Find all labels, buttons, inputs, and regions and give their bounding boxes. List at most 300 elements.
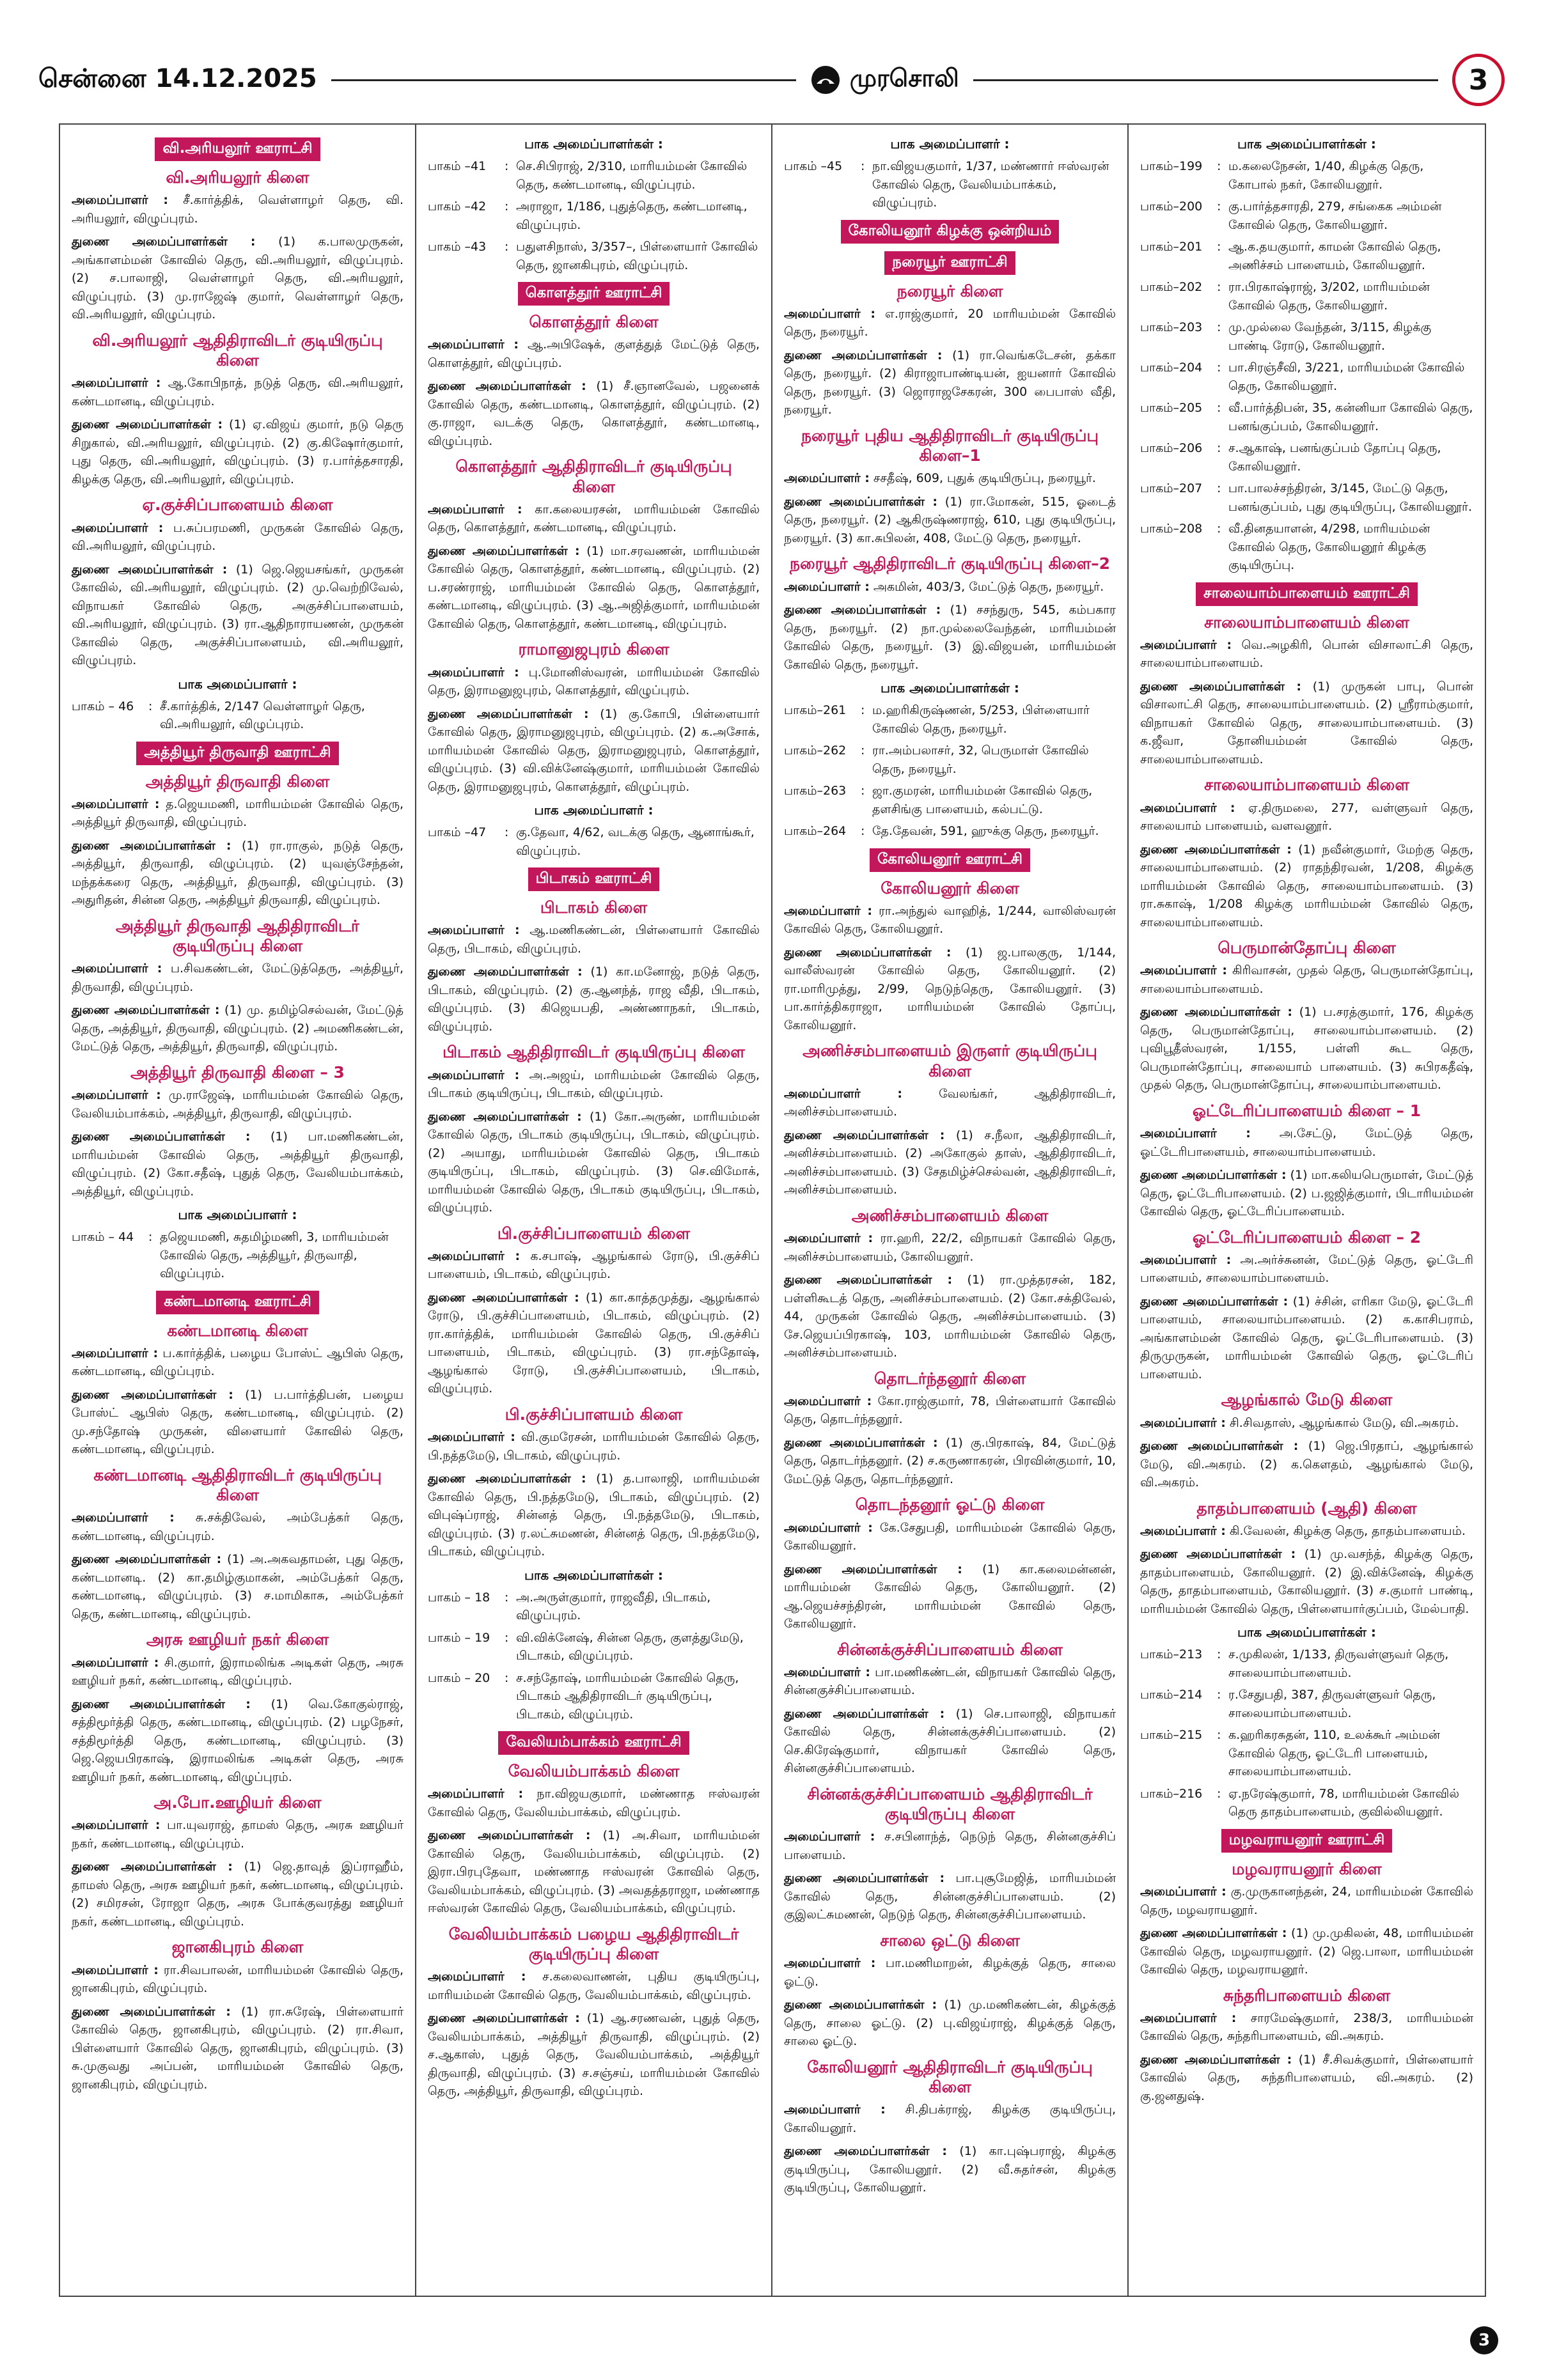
booth-colon: : [1217, 1647, 1221, 1662]
sun-rising-icon [810, 65, 841, 95]
branch-heading: மழவராயனூர் கிளை [1232, 1859, 1382, 1878]
role-label: அமைப்பாளர் : [72, 1818, 161, 1833]
organizer-entry [1140, 1293, 1473, 1384]
booth-number: பாகம்–207 [1140, 481, 1203, 495]
role-label: துணை அமைப்பாளர்கள் : [428, 1290, 579, 1305]
organizer-details: (1) கா.புஷ்பராஜ், கிழக்கு குடியிருப்பு, கோலியனூர். (2) வீ.சுதர்சன், கிழக்கு குடியிருப்பு, கோலியனூர். [784, 2144, 1116, 2195]
organizer-entry [428, 921, 760, 958]
branch-heading: அரசு ஊழியர் நகர் கிளை [146, 1630, 329, 1649]
organizer-entry [784, 2142, 1116, 2197]
organizer-details: நா.விஜயகுமார், மண்ணாத ஈஸ்வரன் கோவில் தெரு, வேலியம்பாக்கம், விழுப்புரம். [428, 1787, 760, 1819]
role-label: அமைப்பாளர் : [72, 961, 162, 976]
organizer-entry [784, 1519, 1116, 1555]
booth-row [72, 1228, 403, 1283]
booth-colon: : [148, 699, 153, 713]
booth-organizer: மு.முல்லை வேந்தன், 3/115, கிழக்கு பாண்டி ரோடு, கோலியனூர். [1228, 320, 1432, 353]
booth-number: பாகம்–263 [784, 784, 847, 798]
organizer-details: (1) ரா.வெங்கடேசன், தக்கா தெரு, நரையூர். (2) கிராஜாபாண்டியன், ஐயனார் கோவில் தெரு, நரையூர். (3) ஜொராஜசேகரன், 300 பைபாஸ் வீதி, நரையூர். [784, 348, 1116, 417]
column-1 [60, 125, 416, 2296]
booth-number: பாகம்–203 [1140, 320, 1203, 334]
branch-heading: ஜானகிபுரம் கிளை [171, 1938, 304, 1957]
organizer-entry [428, 1066, 760, 1103]
booth-colon: : [861, 824, 865, 838]
organizer-entry [428, 1470, 760, 1561]
branch-heading: கோலியனூர் கிளை [881, 878, 1019, 898]
organizer-entry [784, 1229, 1116, 1266]
organizer-entry [784, 1996, 1116, 2051]
column-3 [772, 125, 1129, 2296]
booth-organizer: ர.சேதுபதி, 387, திருவள்ளுவர் தெரு, சாலையாம்பாளையம். [1228, 1688, 1436, 1720]
organizer-details: சி.குமார், இராமலிங்க அடிகள் தெரு, அரசு ஊழியர் நகர், கண்டமானடி, விழுப்புரம். [72, 1655, 403, 1688]
branch-heading: அணிச்சம்பாளையம் இருளர் குடியிருப்பு கிளை [803, 1041, 1097, 1080]
booth-number: பாகம் – 18 [428, 1590, 490, 1605]
organizer-entry [1140, 1545, 1473, 1618]
booth-organizer: சீ.கார்த்திக், 2/147 வெள்ளாழர் தெரு, வி.அரியலூர், விழுப்புரம். [160, 699, 365, 731]
role-label: அமைப்பாளர் : [1140, 1126, 1251, 1140]
masthead [38, 45, 1505, 115]
role-label: துணை அமைப்பாளர்கள் : [784, 945, 952, 960]
organizer-details: (1) ஏ.விஜய் குமார், நடு தெரு சிறுகால், வி.அரியலூர், விழுப்புரம். (2) கு.கிஷோர்குமார், புது தெரு, வி.அரியலூர், விழுப்புரம். (3) ர.பார்த்தசாரதி, கிழக்கு தெரு, வி.அரியலூர், விழுப்புரம். [72, 417, 403, 486]
role-label: துணை அமைப்பாளர்கள் : [1140, 1294, 1288, 1309]
booth-number: பாகம் –41 [428, 159, 487, 173]
booth-row [1140, 157, 1473, 194]
organizer-details: (1) மு.மணிகண்டன், கிழக்குத் தெரு, சாலை ஓட்டு. (2) பு.விஜய்ராஜ், கிழக்குத் தெரு, சாலை ஓட்டு. [784, 1998, 1116, 2048]
role-label: அமைப்பாளர் : [784, 1231, 873, 1245]
organizer-details: கோ.ராஜ்குமார், 78, பிள்ளையார் கோவில் தெரு, தொடர்ந்தனூர். [784, 1394, 1116, 1427]
booth-number: பாகம்–208 [1140, 522, 1203, 536]
organizer-details: (1) ப.சரத்குமார், 176, கிழக்கு தெரு, பெருமான்தோப்பு, சாலையாம்பாளையம். (2) புவிபூதீஸ்வரன், 1/155, பள்ளி கூட தெரு, பெருமான்தோப்பு, சாலையாம் பாளையம். (3) சுபிரகதீஷ், முதல் தெரு, பெருமான்தோப்பு, சாலையாம்பாளையம். [1140, 1005, 1474, 1093]
organizer-entry [1140, 1003, 1473, 1094]
organizer-entry [428, 542, 760, 634]
edition-date: சென்னை 14.12.2025 [38, 63, 317, 93]
booth-organizer: ஜா.குமரன், மாரியம்மன் கோவில் தெரு, தளசிங்கு பாளையம், கல்பட்டு. [872, 784, 1093, 816]
organizer-details: (1) வெ.கோகுல்ராஜ், சத்திமூர்த்தி தெரு, கண்டமானடி, விழுப்புரம். (2) பழநேசர், சத்திமூர்த்தி தெரு, கண்டமானடி, விழுப்புரம். (3) ஜெ.ஜெயபிரகாஷ், இராமலிங்க அடிகள் தெரு, அரசு ஊழியர் நகர், கண்டமானடி, விழுப்புரம். [72, 1697, 404, 1784]
organizer-entry [784, 1954, 1116, 1991]
organizer-details: (1) மு.வசந்த், கிழக்கு தெரு, தாதம்பாளையம், கோலியனூர். (2) இ.விக்னேஷ், கிழக்கு தெரு, தாதம்பாளையம், கோலியனூர். (3) ச.குமார் பாண்டி, மாரியம்மன் கோவில் தெரு, பிள்ளையார்குப்பம், மேல்பாதி. [1140, 1547, 1473, 1616]
organizer-entry [784, 902, 1116, 938]
booth-colon: : [1217, 199, 1221, 214]
panchayat-heading: நரையூர் ஊராட்சி [884, 251, 1015, 275]
role-label: துணை அமைப்பாளர்கள் : [784, 1562, 962, 1576]
booth-number: பாகம்–199 [1140, 159, 1203, 173]
organizer-entry [428, 1247, 760, 1284]
booth-number: பாகம் – 46 [72, 699, 134, 713]
organizer-details: (1) செ.பாலாஜி, விநாயகர் கோவில் தெரு, சின்னக்குச்சிப்பாளையம். (2) செ.கிரேஷ்குமார், விநாயகர் கோவில் தெரு, சின்னகுச்சிப்பாளையம். [784, 1706, 1116, 1776]
booth-number: பாகம்–205 [1140, 401, 1203, 415]
role-label: அமைப்பாளர் : [1140, 1252, 1232, 1267]
organizer-entry [72, 1816, 403, 1853]
booth-organizers-heading: பாக அமைப்பாளர் : [178, 1207, 297, 1222]
organizer-details: கா.கலையரசன், மாரியம்மன் கோவில் தெரு, கொளத்தூர், கண்டமானடி, விழுப்புரம். [428, 502, 760, 535]
organizer-details: (1) அ.சிவா, மாரியம்மன் கோவில் தெரு, வேலியம்பாக்கம், விழுப்புரம். (2) இரா.பிரபுதேவா, மண்ணாத ஈஸ்வரன் கோவில் தெரு, வேலியம்பாக்கம், விழுப்புரம். (3) அவதத்தராஜா, மண்ணாத ஈஸ்வரன் கோவில் தெரு, வேலியம்பாக்கம், விழுப்புரம். [428, 1828, 760, 1916]
booth-organizer: ஏ.நரேஷ்குமார், 78, மாரியம்மன் கோவில் தெரு தாதம்பாளையம், குவில்லியனூர். [1228, 1786, 1460, 1819]
panchayat-heading: கண்டமானடி ஊராட்சி [156, 1291, 319, 1314]
panchayat-heading: வேலியம்பாக்கம் ஊராட்சி [498, 1731, 689, 1755]
organizer-entry [1140, 1924, 1473, 1979]
role-label: அமைப்பாளர் : [72, 1088, 161, 1102]
booth-organizer: ச.ஆகாஷ், பனங்குப்பம் தோப்பு தெரு, கோலியனூர். [1228, 441, 1441, 474]
masthead-logo [810, 64, 959, 96]
booth-number: பாகம்–216 [1140, 1786, 1203, 1801]
organizer-entry [72, 1509, 403, 1545]
organizer-entry [72, 2003, 403, 2094]
role-label: அமைப்பாளர் : [1140, 637, 1232, 652]
booth-organizer: தே.தேவன், 591, ஹுக்கு தெரு, நரையூர். [872, 824, 1099, 838]
booth-organizers-heading: பாக அமைப்பாளர்கள் : [1237, 136, 1376, 152]
branch-heading: வி.அரியலூர் கிளை [166, 168, 309, 187]
branch-heading: சின்னக்குச்சிப்பாளையம் ஆதிதிராவிடர் குடியிருப்பு கிளை [807, 1784, 1093, 1823]
role-label: துணை அமைப்பாளர்கள் : [72, 235, 256, 249]
booth-number: பாகம்–261 [784, 703, 847, 717]
role-label: அமைப்பாளர் : [1140, 1415, 1226, 1430]
booth-organizer: ச.முகிலன், 1/133, திருவள்ளுவர் தெரு, சாலையாம்பாளையம். [1228, 1647, 1449, 1680]
organizer-details: (1) ஜெ.பிரதாப், ஆழங்கால் மேடு, வி.அகரம். (2) க.கௌதம், ஆழங்கால் மேடு, வி.அகரம். [1140, 1439, 1473, 1489]
organizer-details: ப.சிவகண்டன், மேட்டுத்தெரு, அத்தியூர், திருவாதி, விழுப்புரம். [72, 961, 403, 994]
masthead-rule-left [331, 79, 796, 81]
branch-heading: சின்னக்குச்சிப்பாளையம் கிளை [837, 1640, 1063, 1659]
footer-page-number: 3 [1470, 2326, 1498, 2354]
panchayat-heading: கொளத்தூர் ஊராட்சி [518, 282, 670, 306]
booth-row [428, 1669, 760, 1724]
role-label: துணை அமைப்பாளர்கள் : [784, 348, 943, 362]
role-label: அமைப்பாளர் : [784, 1520, 873, 1535]
role-label: துணை அமைப்பாளர்கள் : [1140, 679, 1301, 694]
booth-number: பாகம் – 19 [428, 1630, 490, 1645]
role-label: துணை அமைப்பாளர்கள் : [428, 706, 589, 721]
booth-colon: : [861, 703, 865, 717]
role-label: அமைப்பாளர் : [72, 520, 164, 535]
booth-colon: : [1217, 481, 1221, 495]
organizer-details: (1) மு.முகிலன், 48, மாரியம்மன் கோவில் தெரு, மழவராயனூர். (2) ஜெ.பாலா, மாரியம்மன் கோவில் தெரு, மழவராயனூர். [1140, 1926, 1474, 1977]
branch-heading: நரையூர் கிளை [897, 281, 1003, 300]
organizer-entry [428, 1968, 760, 2004]
role-label: அமைப்பாளர் : [784, 471, 870, 486]
page-number-badge: 3 [1452, 54, 1505, 106]
booth-organizer: பா.பாலச்சந்திரன், 3/145, மேட்டு தெரு, பனங்குப்பம், புது குடியிருப்பு, கோலியனூர். [1228, 481, 1473, 514]
booth-row [1140, 399, 1473, 435]
organizer-entry [428, 1289, 760, 1398]
organizer-entry [428, 705, 760, 797]
organizer-entry [784, 578, 1116, 596]
organizer-details: (1) ச்சின், எரிகா மேடு, ஓட்டேரி பாளையம், சாலையாம்பாளையம். (2) க.காசிபராம், அங்காளம்மன் கோவில் தெரு, ஓட்டேரிபாளையம். (3) திருமுருகன், மாரியம்மன் கோவில் தெரு, ஓட்டேரிப் பாளையம். [1140, 1294, 1473, 1381]
organizer-details: பா.மணிகண்டன், விநாயகர் கோவில் தெரு, சின்னகுச்சிப்பாளையம். [784, 1665, 1116, 1698]
organizer-entry [72, 1086, 403, 1123]
organizer-entry [1140, 1437, 1473, 1492]
booth-organizer: தஜெயமணி, சுதமிழ்மணி, 3, மாரியம்மன் கோவில் தெரு, அத்தியூர், திருவாதி, விழுப்புரம். [160, 1230, 389, 1280]
organizer-details: வெ.அழகிரி, பொன் விசாலாட்சி தெரு, சாலையாம்பாளையம். [1140, 637, 1473, 671]
role-label: துணை அமைப்பாளர்கள் : [784, 494, 937, 509]
organizer-details: (1) க.பாலமுருகன், அங்காளம்மன் கோவில் தெரு, வி.அரியலூர், விழுப்புரம். (2) ச.பாலாஜி, வெள்ளாழர் தெரு, வி.அரியலூர், விழுப்புரம். (3) மு.ராஜேஷ் குமார், வெள்ளாழர் தெரு, வி.அரியலூர், விழுப்புரம். [72, 235, 403, 322]
panchayat-heading: கோலியனூர் ஊராட்சி [870, 848, 1030, 872]
organizer-details: (1) கு.கோபி, பிள்ளையார் கோவில் தெரு, இராமனுஜபுரம், விழுப்புரம். (2) க.அசோக், மாரியம்மன் கோவில் தெரு, இராமனுஜபுரம், கொளத்தூர், விழுப்புரம். (3) வி.விக்னேஷ்குமார், மாரியம்மன் கோவில் தெரு, இராமனுஜபுரம், கொளத்தூர், விழுப்புரம். [428, 706, 760, 794]
booth-colon: : [505, 159, 509, 173]
branch-heading: ஆழங்கால் மேடு கிளை [1221, 1390, 1393, 1410]
booth-organizers-heading: பாக அமைப்பாளர் : [534, 802, 654, 818]
booth-row [428, 238, 760, 274]
organizer-entry [72, 416, 403, 488]
branch-heading: ஏ.குச்சிப்பாளையம் கிளை [142, 495, 333, 515]
organizer-entry [428, 1826, 760, 1918]
role-label: அமைப்பாளர் : [784, 1830, 875, 1844]
booth-row [1140, 1785, 1473, 1821]
organizer-entry [72, 233, 403, 324]
branch-heading: ஓட்டேரிப்பாளையம் கிளை – 1 [1192, 1101, 1422, 1120]
organizer-entry [72, 1695, 403, 1787]
organizer-details: (1) சசந்துரு, 545, கம்பகார தெரு, நரையூர். (2) நா.முல்லைவேந்தன், மாரியம்மன் கோவில் தெரு, நரையூர். (3) இ.விஜயன், மாரியம்மன் கோவில் தெரு, நரையூர். [784, 603, 1116, 672]
booth-row [72, 697, 403, 734]
booth-number: பாகம்–204 [1140, 361, 1203, 375]
booth-number: பாகம்–202 [1140, 280, 1203, 294]
booth-number: பாகம்–206 [1140, 441, 1203, 455]
organizer-details: ப.சுப்பரமணி, முருகன் கோவில் தெரு, வி.அரியலூர், விழுப்புரம். [72, 520, 403, 553]
booth-organizer: ஆ.க.தயகுமார், காமன் கோவில் தெரு, அணிச்சம் பாளையம், கோலியனூர். [1228, 240, 1441, 272]
column-2 [416, 125, 772, 2296]
booth-row [1140, 238, 1473, 274]
branch-heading: சாலையாம்பாளையம் கிளை [1204, 612, 1409, 632]
organizer-entry [784, 1828, 1116, 1864]
booth-number: பாகம்–201 [1140, 240, 1203, 254]
booth-number: பாகம் –43 [428, 240, 487, 254]
booth-colon: : [505, 825, 509, 839]
booth-organizer: ம.கலைநேசன், 1/40, கிழக்கு தெரு, கோபால் நகர், கோலியனூர். [1228, 159, 1424, 192]
branch-heading: வேலியம்பாக்கம் பழைய ஆதிதிராவிடர் குடியிருப்பு கிளை [448, 1924, 739, 1963]
booth-colon: : [505, 199, 509, 214]
booth-row [1140, 278, 1473, 315]
booth-organizer: வி.விக்னேஷ், சின்ன தெரு, குளத்துமேடு, பிடாகம், விழுப்புரம். [516, 1630, 744, 1663]
panchayat-heading: அத்தியூர் திருவாதி ஊராட்சி [136, 742, 338, 765]
organizer-details: கிரிவாசன், முதல் தெரு, பெருமான்தோப்பு, சாலையாம்பாளையம். [1140, 963, 1473, 996]
organizer-entry [1140, 636, 1473, 673]
booth-number: பாகம்–214 [1140, 1688, 1203, 1702]
booth-colon: : [505, 1670, 509, 1685]
branch-heading: பி.குச்சிப்பாளையம் கிளை [497, 1224, 691, 1243]
role-label: துணை அமைப்பாளர்கள் : [784, 1435, 938, 1450]
role-label: அமைப்பாளர் : [428, 665, 519, 680]
booth-colon: : [1217, 522, 1221, 536]
organizer-entry [784, 1085, 1116, 1121]
organizer-details: (1) மு. தமிழ்செல்வன், மேட்டுத் தெரு, அத்தியூர், திருவாதி, விழுப்புரம். (2) அமணிகண்டன், மேட்டுத் தெரு, அத்தியூர், திருவாதி, விழுப்புரம். [72, 1003, 403, 1054]
booth-organizer: ரா.பிரகாஷ்ராஜ், 3/202, மாரியம்மன் கோவில் தெரு, கோலியனூர். [1228, 280, 1430, 313]
organizer-entry [1140, 1522, 1473, 1541]
panchayat-heading: மழவராயனூர் ஊராட்சி [1221, 1829, 1393, 1853]
organizer-entry [784, 469, 1116, 488]
organizer-entry [1140, 1124, 1473, 1161]
organizer-details: சு.சக்திவேல், அம்பேத்கர் தெரு, கண்டமானடி, விழுப்புரம். [72, 1511, 404, 1543]
booth-organizer: நா.விஜயகுமார், 1/37, மண்ணார் ஈஸ்வரன் கோவில் தெரு, வேலியம்பாக்கம், விழுப்புரம். [872, 159, 1109, 210]
role-label: அமைப்பாளர் : [72, 193, 168, 208]
organizer-details: கே.சேதுபதி, மாரியம்மன் கோவில் தெரு, கோலியனூர். [784, 1520, 1116, 1553]
booth-colon: : [1217, 1728, 1221, 1743]
booth-number: பாகம் –42 [428, 199, 487, 214]
organizer-details: (1) கு.பிரகாஷ், 84, மேட்டுத் தெரு, தொடர்ந்தனூர். (2) ச.கருணாகரன், பிரவின்குமார், 10, மேட்டுத் தெரு, தொடர்ந்தனூர். [784, 1435, 1116, 1486]
role-label: அமைப்பாளர் : [428, 923, 520, 938]
booth-organizer: செ.சிபிராஜ், 2/310, மாரியம்மன் கோவில் தெரு, கண்டமானடி, விழுப்புரம். [516, 159, 748, 192]
branch-heading: வேலியம்பாக்கம் கிளை [508, 1762, 680, 1780]
booth-row [1140, 359, 1473, 395]
role-label: அமைப்பாளர் : [72, 1963, 159, 1977]
organizer-details: (1) ச.நீலா, ஆதிதிராவிடர், அனிச்சம்பாளையம். (2) அகோகுல் தாஸ், ஆதிதிராவிடர், அனிச்சம்பாளையம். (3) சேதமிழ்ச்செல்வன், ஆதிதிராவிடர், அனிச்சம்பாளையம். [784, 1128, 1116, 1197]
organizer-details: சீ.கார்த்திக், வெள்ளாழர் தெரு, வி. அரியலூர், விழுப்புரம். [72, 193, 403, 226]
booth-number: பாகம்–213 [1140, 1647, 1203, 1662]
role-label: துணை அமைப்பாளர்கள் : [72, 1003, 220, 1018]
organizer-entry [428, 1785, 760, 1821]
role-label: துணை அமைப்பாளர்கள் : [428, 379, 586, 394]
organizer-entry [1140, 1414, 1473, 1433]
organizer-details: கு.முருகானந்தன், 24, மாரியம்மன் கோவில் தெரு, மழவராயனூர். [1140, 1885, 1474, 1917]
booth-number: பாகம்–215 [1140, 1728, 1203, 1743]
role-label: துணை அமைப்பாளர்கள் : [72, 2004, 231, 2019]
role-label: அமைப்பாளர் : [784, 1394, 872, 1408]
organizer-entry [1140, 678, 1473, 769]
organizer-details: (1) நவீன்குமார், மேற்கு தெரு, சாலையாம்பாளையம். (2) ராதந்திரவன், 1/208, கிழக்கு மாரியம்மன் கோவில் தெரு, சாலையாம்பாளையம். (3) ரா.சுகாஷ், 1/208 கிழக்கு மாரியம்மன் கோவில் தெரு, சாலையாம்பாளையம். [1140, 842, 1473, 929]
role-label: துணை அமைப்பாளர்கள் : [72, 1130, 251, 1144]
organizer-entry [428, 1108, 760, 1217]
booth-row [1140, 198, 1473, 234]
booth-row [428, 823, 760, 860]
panchayat-heading: வி.அரியலூர் ஊராட்சி [155, 137, 320, 161]
booth-colon: : [861, 159, 865, 173]
role-label: அமைப்பாளர் : [428, 1068, 520, 1082]
organizer-entry [1140, 841, 1473, 932]
role-label: அமைப்பாளர் : [784, 579, 870, 594]
booth-organizer: அ.அருள்குமார், ராஜவீதி, பிடாகம், விழுப்புரம். [516, 1590, 711, 1622]
booth-organizers-heading: பாக அமைப்பாளர் : [178, 676, 297, 692]
organizer-details: (1) கா.காத்தமுத்து, ஆழங்கால் ரோடு, பி.குச்சிப்பாளையம், பிடாகம், விழுப்புரம். (2) ரா.கார்த்திக், மாரியம்மன் கோவில் தெரு, பி.குச்சிப் பாளையம், பிடாகம், விழுப்புரம். (3) ரா.சந்தோஷ், ஆழங்கால் ரோடு, பி.குச்சிப்பாளையம், பிடாகம், விழுப்புரம். [428, 1290, 760, 1396]
organizer-details: வி.குமரேசன், மாரியம்மன் கோவில் தெரு, பி.நத்தமேடு, பிடாகம், விழுப்புரம். [428, 1430, 760, 1463]
role-label: அமைப்பாளர் : [784, 1956, 876, 1970]
branch-heading: அத்தியூர் திருவாதி கிளை [145, 772, 330, 791]
role-label: அமைப்பாளர் : [784, 1086, 902, 1101]
organizer-details: அ.அர்ச்சுனன், மேட்டுத் தெரு, ஓட்டேரி பாளையம், சாலையாம்பாளையம். [1140, 1252, 1473, 1286]
organizer-entry [428, 2009, 760, 2101]
role-label: துணை அமைப்பாளர்கள் : [72, 1860, 233, 1874]
branch-heading: கண்டமானடி ஆதிதிராவிடர் குடியிருப்பு கிளை [93, 1465, 382, 1504]
role-label: துணை அமைப்பாளர்கள் : [72, 1552, 222, 1567]
role-label: அமைப்பாளர் : [428, 502, 522, 517]
branch-heading: கோலியனூர் ஆதிதிராவிடர் குடியிருப்பு கிளை [807, 2057, 1093, 2096]
role-label: அமைப்பாளர் : [428, 1430, 515, 1444]
role-label: துணை அமைப்பாளர்கள் : [428, 965, 583, 979]
booth-number: பாகம்–200 [1140, 199, 1203, 214]
branch-heading: கொளத்தூர் ஆதிதிராவிடர் குடியிருப்பு கிளை [455, 457, 732, 496]
branch-heading: பிடாகம் ஆதிதிராவிடர் குடியிருப்பு கிளை [443, 1043, 745, 1062]
booth-organizers-heading: பாக அமைப்பாளர் : [890, 136, 1010, 152]
booth-colon: : [1217, 1786, 1221, 1801]
organizer-entry [72, 374, 403, 410]
organizer-details: பா.மணிமாறன், கிழக்குத் தெரு, சாலை ஓட்டு. [784, 1956, 1116, 1989]
booth-colon: : [1217, 320, 1221, 334]
organizer-entry [1140, 799, 1473, 836]
organizer-details: அ.அஜய், மாரியம்மன் கோவில் தெரு, பிடாகம் குடியிருப்பு, பிடாகம், விழுப்புரம். [428, 1068, 760, 1100]
booth-row [784, 742, 1116, 778]
organizer-details: (1) கா.கலைமன்னன், மாரியம்மன் கோவில் தெரு, கோலியனூர். (2) ஆ.ஜெயச்சந்திரன், மாரியம்மன் கோவில் தெரு, கோலியனூர். [784, 1562, 1116, 1631]
role-label: அமைப்பாளர் : [1140, 1523, 1226, 1538]
organizer-details: (1) மா.சரவணன், மாரியம்மன் கோவில் தெரு, கொளத்தூர், கண்டமானடி, விழுப்புரம். (2) ப.சரண்ராஜ், மாரியம்மன் கோவில் தெரு, கொளத்தூர், கண்டமானடி, விழுப்புரம். (3) ஆ.அஜித்குமார், மாரியம்மன் கோவில் தெரு, கொளத்தூர், கண்டமானடி, விழுப்புரம். [428, 543, 760, 631]
role-label: துணை அமைப்பாளர்கள் : [1140, 1547, 1296, 1562]
booth-colon: : [1217, 159, 1221, 173]
organizer-entry [72, 561, 403, 670]
role-label: அமைப்பாளர் : [428, 1970, 526, 1984]
organizer-details: ப.கார்த்திக், பழைய போஸ்ட் ஆபிஸ் தெரு, கண்டமானடி, விழுப்புரம். [72, 1346, 403, 1379]
booth-number: பாகம் – 20 [428, 1670, 490, 1685]
organizer-details: (1) ஜெ.தாவுத் இப்ராஹீம், தாமஸ் தெரு, அரசு ஊழியர் நகர், கண்டமானடி, விழுப்புரம். (2) சமிரசன், ரோஜா தெரு, அரசு போக்குவரத்து ஊழியர் நகர், கண்டமானடி, விழுப்புரம். [72, 1860, 403, 1929]
role-label: துணை அமைப்பாளர்கள் : [1140, 1439, 1299, 1453]
booth-colon: : [505, 240, 509, 254]
booth-number: பாகம் –45 [784, 159, 843, 173]
role-label: அமைப்பாளர் : [784, 306, 875, 321]
organizer-entry [1140, 2051, 1473, 2106]
role-label: துணை அமைப்பாளர்கள் : [428, 1472, 586, 1486]
branch-heading: நரையூர் புதிய ஆதிதிராவிடர் குடியிருப்பு கிளை–1 [801, 426, 1099, 465]
booth-colon: : [1217, 401, 1221, 415]
branch-heading: அ.போ.ஊழியர் கிளை [153, 1793, 322, 1812]
panchayat-heading: கோலியனூர் கிழக்கு ஒன்றியம் [841, 220, 1060, 244]
newspaper-title: முரசொலி [849, 64, 959, 92]
role-label: அமைப்பாளர் : [428, 338, 519, 352]
booth-organizers-heading: பாக அமைப்பாளர்கள் : [524, 136, 663, 152]
organizer-entry [784, 2101, 1116, 2137]
role-label: துணை அமைப்பாளர்கள் : [428, 1828, 591, 1843]
booth-row [1140, 520, 1473, 575]
organizer-details: வேலங்கர், ஆதிதிராவிடர், அனிச்சம்பாளையம். [784, 1086, 1116, 1119]
booth-row [784, 701, 1116, 738]
booth-colon: : [861, 784, 865, 798]
branch-heading: அத்தியூர் திருவாதி ஆதிதிராவிடர் குடியிருப்பு கிளை [116, 916, 359, 955]
organizer-details: ஆ.அபிஷேக், குளத்துத் மேட்டுத் தெரு, கொளத்தூர், விழுப்புரம். [428, 338, 760, 370]
organizer-entry [784, 1869, 1116, 1924]
organizer-details: சாரமேஷ்குமார், 238/3, மாரியம்மன் கோவில் தெரு, சுந்தரிபாளையம், வி.அகரம். [1140, 2011, 1474, 2044]
booth-organizer: வீ.தினதயாளன், 4/298, மாரியம்மன் கோவில் தெரு, கோலியனூர் கிழக்கு குடியிருப்பு. [1228, 522, 1430, 572]
booth-row [428, 157, 760, 194]
role-label: அமைப்பாளர் : [72, 1511, 175, 1525]
booth-organizer: பதுளசிநாஸ், 3/357–, பிள்ளையார் கோவில் தெரு, ஜானகிபுரம், விழுப்புரம். [516, 240, 758, 272]
organizer-entry [72, 795, 403, 832]
organizer-details: சி.திபக்ராஜ், கிழக்கு குடியிருப்பு, கோலியனூர். [784, 2103, 1116, 2135]
booth-number: பாகம்–264 [784, 824, 847, 838]
branch-heading: பெருமான்தோப்பு கிளை [1218, 938, 1396, 957]
organizer-details: அ.சேட்டு, மேட்டுத் தெரு, ஓட்டேரிபாளையம், சாலையாம்பாளையம். [1140, 1126, 1474, 1159]
organizer-entry [72, 519, 403, 556]
booth-organizer: ரா.அம்பலாசர், 32, பெருமாள் கோவில் தெரு, நரையூர். [872, 743, 1089, 776]
role-label: துணை அமைப்பாளர்கள் : [784, 2144, 948, 2158]
booth-colon: : [505, 1590, 509, 1605]
organizer-details: பு.மோனிஸ்வரன், மாரியம்மன் கோவில் தெரு, இராமனுஜபுரம், கொளத்தூர், விழுப்புரம். [428, 665, 760, 697]
organizer-details: கி.வேலன், கிழக்கு தெரு, தாதம்பாளையம். [1225, 1523, 1466, 1538]
booth-colon: : [1217, 240, 1221, 254]
role-label: அமைப்பாளர் : [72, 797, 160, 811]
role-label: துணை அமைப்பாளர்கள் : [784, 1273, 953, 1287]
organizer-entry [428, 963, 760, 1036]
organizer-entry [784, 1271, 1116, 1362]
booth-colon: : [1217, 361, 1221, 375]
organizer-details: பா.யுவராஜ், தாமஸ் தெரு, அரசு ஊழியர் நகர், கண்டமானடி, விழுப்புரம். [72, 1818, 403, 1851]
organizer-details: மு.ராஜேஷ், மாரியம்மன் கோவில் தெரு, வேலியம்பாக்கம், அத்தியூர், திருவாதி, விழுப்புரம். [72, 1088, 403, 1121]
organizer-entry [784, 493, 1116, 548]
role-label: துணை அமைப்பாளர்கள் : [72, 838, 231, 853]
role-label: அமைப்பாளர் : [72, 1346, 159, 1360]
role-label: அமைப்பாளர் : [784, 2103, 886, 2117]
organizer-entry [1140, 1166, 1473, 1221]
role-label: துணை அமைப்பாளர்கள் : [1140, 842, 1292, 857]
branch-heading: அத்தியூர் திருவாதி கிளை – 3 [130, 1062, 345, 1082]
role-label: அமைப்பாளர் : [1140, 800, 1235, 815]
organizer-entry [784, 944, 1116, 1035]
branch-heading: சாலையாம்பாளையம் கிளை [1204, 775, 1409, 795]
booth-row [784, 782, 1116, 818]
organizer-details: (1) ஆ.சரணவன், புதுத் தெரு, வேலியம்பாக்கம், அத்தியூர் திருவாதி, விழுப்புரம். (2) ச.ஆகாஸ், புதுத் தெரு, வேலியம்பாக்கம், அத்தியூர் திருவாதி, விழுப்புரம். (3) ச.சஞ்சய், மாரியம்மன் கோவில் தெரு, அத்தியூர், திருவாதி, விழுப்புரம். [428, 2011, 760, 2099]
organizer-entry [1140, 2009, 1473, 2046]
role-label: துணை அமைப்பாளர்கள் : [72, 417, 223, 432]
